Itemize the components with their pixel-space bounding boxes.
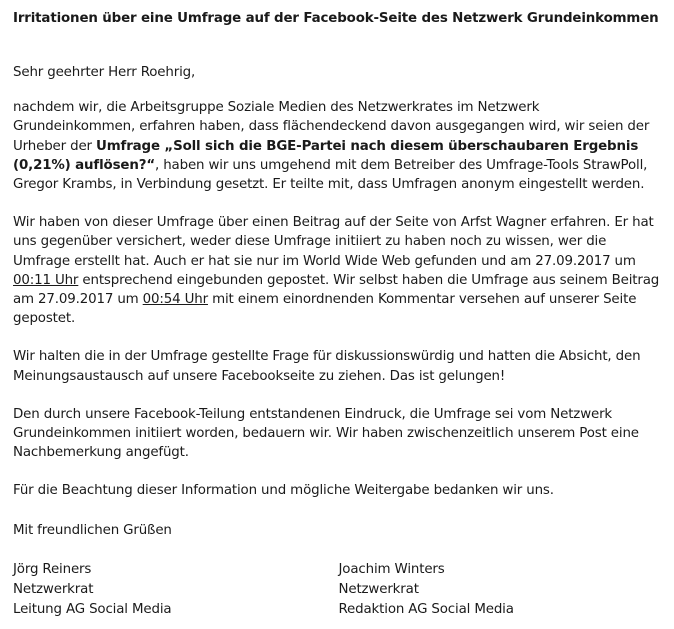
paragraph-3: Wir halten die in der Umfrage gestellte Frage für diskussionswürdig und hatten die Absicht, den Meinungsaustausch auf unsere Facebookseite zu ziehen. Das ist gelungen!	[13, 349, 641, 384]
paragraph-2-text-c: mit einem einordnenden Kommentar versehen auf unserer Seite gepostet.	[13, 292, 637, 327]
survey-title-bold: Umfrage „Soll sich die BGE-Partei nach diesem überschaubaren Ergebnis (0,21%) auflösen?“	[13, 138, 639, 173]
paragraph-5: Für die Beachtung dieser Information und mögliche Weitergabe bedanken wir uns.	[13, 483, 554, 499]
paragraph-1	[13, 98, 664, 194]
paragraph-4: Den durch unsere Facebook-Teilung entstandenen Eindruck, die Umfrage sei vom Netzwerk Grundeinkommen initiiert worden, bedauern wir. Wir haben zwischenzeitlich unserem Post eine Nachbemerkung angefügt.	[13, 406, 639, 461]
signer-role: Redaktion AG Social Media	[338, 601, 514, 617]
signer-org: Netzwerkrat	[13, 581, 94, 597]
signer-role: Leitung AG Social Media	[13, 601, 172, 617]
paragraph-1-text-b: , haben wir uns umgehend mit dem Betreiber des Umfrage-Tools StrawPoll, Gregor Krambs, in Verbindung gesetzt. Er teilte mit, dass Umfragen anonym eingestellt werden.	[13, 157, 648, 193]
time-link-2[interactable]: 00:54 Uhr	[142, 292, 208, 308]
signature-block	[13, 560, 664, 620]
paragraph-2-text-b: entsprechend eingebunden gepostet. Wir selbst haben die Umfrage aus seinem Beitrag am 27.09.2017 um	[13, 272, 660, 308]
signer-org: Netzwerkrat	[338, 581, 419, 597]
paragraph-2-text-a: Wir haben von dieser Umfrage über einen Beitrag auf der Seite von Arfst Wagner erfahren. Er hat uns gegenüber versichert, weder diese Umfrage initiiert zu haben noch zu wissen, wer die Umfrage erstellt hat. Auch er hat sie nur im World Wide Web gefunden und am 27.09.2017 um	[13, 215, 654, 269]
paragraph-1-text-a: nachdem wir, die Arbeitsgruppe Soziale Medien des Netzwerkrates im Netzwerk Grundeinkommen, erfahren haben, dass flächendeckend davon ausgegangen wird, wir seien der Urheber der	[13, 100, 650, 154]
salutation: Sehr geehrter Herr Roehrig,	[13, 65, 196, 80]
signature-left	[13, 560, 339, 620]
closing-phrase: Mit freundlichen Grüßen	[13, 522, 172, 538]
signer-name: Jörg Reiners	[13, 561, 92, 577]
letter-title: Irritationen über eine Umfrage auf der Facebook-Seite des Netzwerk Grundeinkommen	[13, 11, 659, 26]
signature-right	[339, 560, 665, 620]
paragraph-2	[13, 213, 664, 328]
time-link-1[interactable]: 00:11 Uhr	[13, 272, 79, 288]
signer-name: Joachim Winters	[338, 561, 445, 577]
